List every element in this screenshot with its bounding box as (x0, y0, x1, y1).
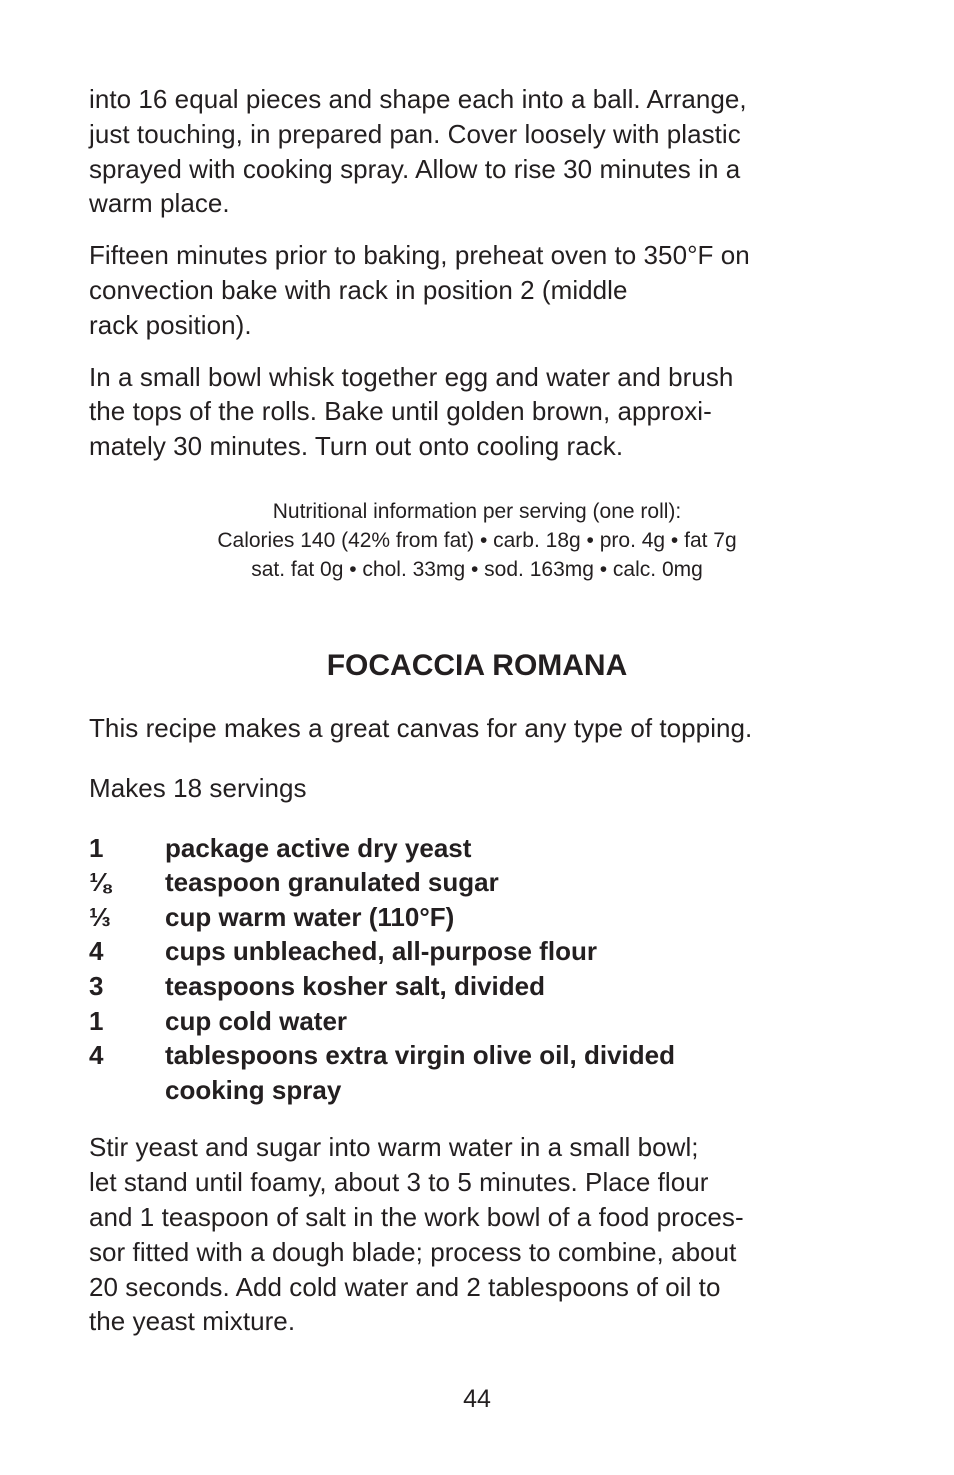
ingredient-row (89, 900, 879, 935)
ingredient-quantity: 3 (89, 970, 104, 1001)
ingredient-name: package active dry yeast (165, 832, 472, 863)
ingredient-name: cups unbleached, all-purpose flour (165, 936, 597, 967)
text-line: 20 seconds. Add cold water and 2 tablespoons of oil to (89, 1271, 721, 1302)
page-number: 44 (463, 1385, 491, 1413)
ingredient-name: cup cold water (165, 1005, 348, 1036)
ingredient-quantity: 4 (89, 936, 104, 967)
text-line: sor fitted with a dough blade; process to combine, about (89, 1236, 737, 1267)
continuation-paragraph-bake (89, 360, 879, 464)
ingredient-quantity: 1 (89, 832, 104, 863)
servings-text: Makes 18 servings (89, 772, 307, 803)
text-line: sprayed with cooking spray. Allow to rise 30 minutes in a (89, 153, 741, 184)
ingredient-row (89, 1038, 879, 1073)
ingredient-name: teaspoon granulated sugar (165, 867, 499, 898)
nutrition-line: Calories 140 (42% from fat) • carb. 18g • pro. 4g • fat 7g (217, 528, 737, 552)
recipe-title: FOCACCIA ROMANA (326, 648, 628, 682)
text-line: and 1 teaspoon of salt in the work bowl of a food proces- (89, 1201, 744, 1232)
text-line: mately 30 minutes. Turn out onto cooling rack. (89, 431, 624, 462)
continuation-paragraph-preheat (89, 238, 879, 342)
ingredient-name: tablespoons extra virgin olive oil, divided (165, 1040, 676, 1071)
intro-text: This recipe makes a great canvas for any type of topping. (89, 712, 753, 743)
ingredient-row (89, 934, 879, 969)
text-line: just touching, in prepared pan. Cover loosely with plastic (89, 118, 741, 149)
ingredient-row (89, 1004, 879, 1039)
text-line: the yeast mixture. (89, 1306, 296, 1337)
ingredient-quantity: ⅓ (89, 901, 111, 932)
ingredient-row (89, 831, 879, 866)
text-line: the tops of the rolls. Bake until golden brown, approxi- (89, 396, 712, 427)
ingredient-name: cooking spray (165, 1074, 342, 1105)
text-line: Stir yeast and sugar into warm water in a small bowl; (89, 1132, 699, 1163)
text-line: In a small bowl whisk together egg and water and brush (89, 361, 734, 392)
page-content (89, 82, 879, 1356)
recipe-intro (89, 711, 879, 746)
text-line: into 16 equal pieces and shape each into a ball. Arrange, (89, 84, 747, 114)
nutrition-heading: Nutritional information per serving (one roll): (272, 499, 682, 523)
text-line: rack position). (89, 309, 252, 340)
ingredient-quantity (89, 1073, 165, 1108)
text-line: warm place. (89, 188, 230, 219)
ingredient-name: teaspoons kosher salt, divided (165, 970, 545, 1001)
ingredient-row (89, 1073, 879, 1108)
ingredient-quantity: 1 (89, 1005, 104, 1036)
text-line: let stand until foamy, about 3 to 5 minutes. Place flour (89, 1167, 709, 1198)
continuation-paragraph-shaping (89, 82, 879, 221)
ingredient-name: cup warm water (110°F) (165, 901, 455, 932)
recipe-method-paragraph (89, 1130, 879, 1339)
ingredient-row (89, 865, 879, 900)
ingredient-list (89, 831, 879, 1108)
nutrition-info (89, 497, 865, 584)
recipe-servings (89, 771, 879, 806)
ingredient-row (89, 969, 879, 1004)
ingredient-quantity: ⅛ (89, 867, 111, 898)
ingredient-quantity: 4 (89, 1040, 104, 1071)
text-line: convection bake with rack in position 2 (middle (89, 274, 628, 305)
text-line: Fifteen minutes prior to baking, preheat oven to 350°F on (89, 240, 750, 271)
nutrition-line: sat. fat 0g • chol. 33mg • sod. 163mg • calc. 0mg (251, 557, 703, 581)
